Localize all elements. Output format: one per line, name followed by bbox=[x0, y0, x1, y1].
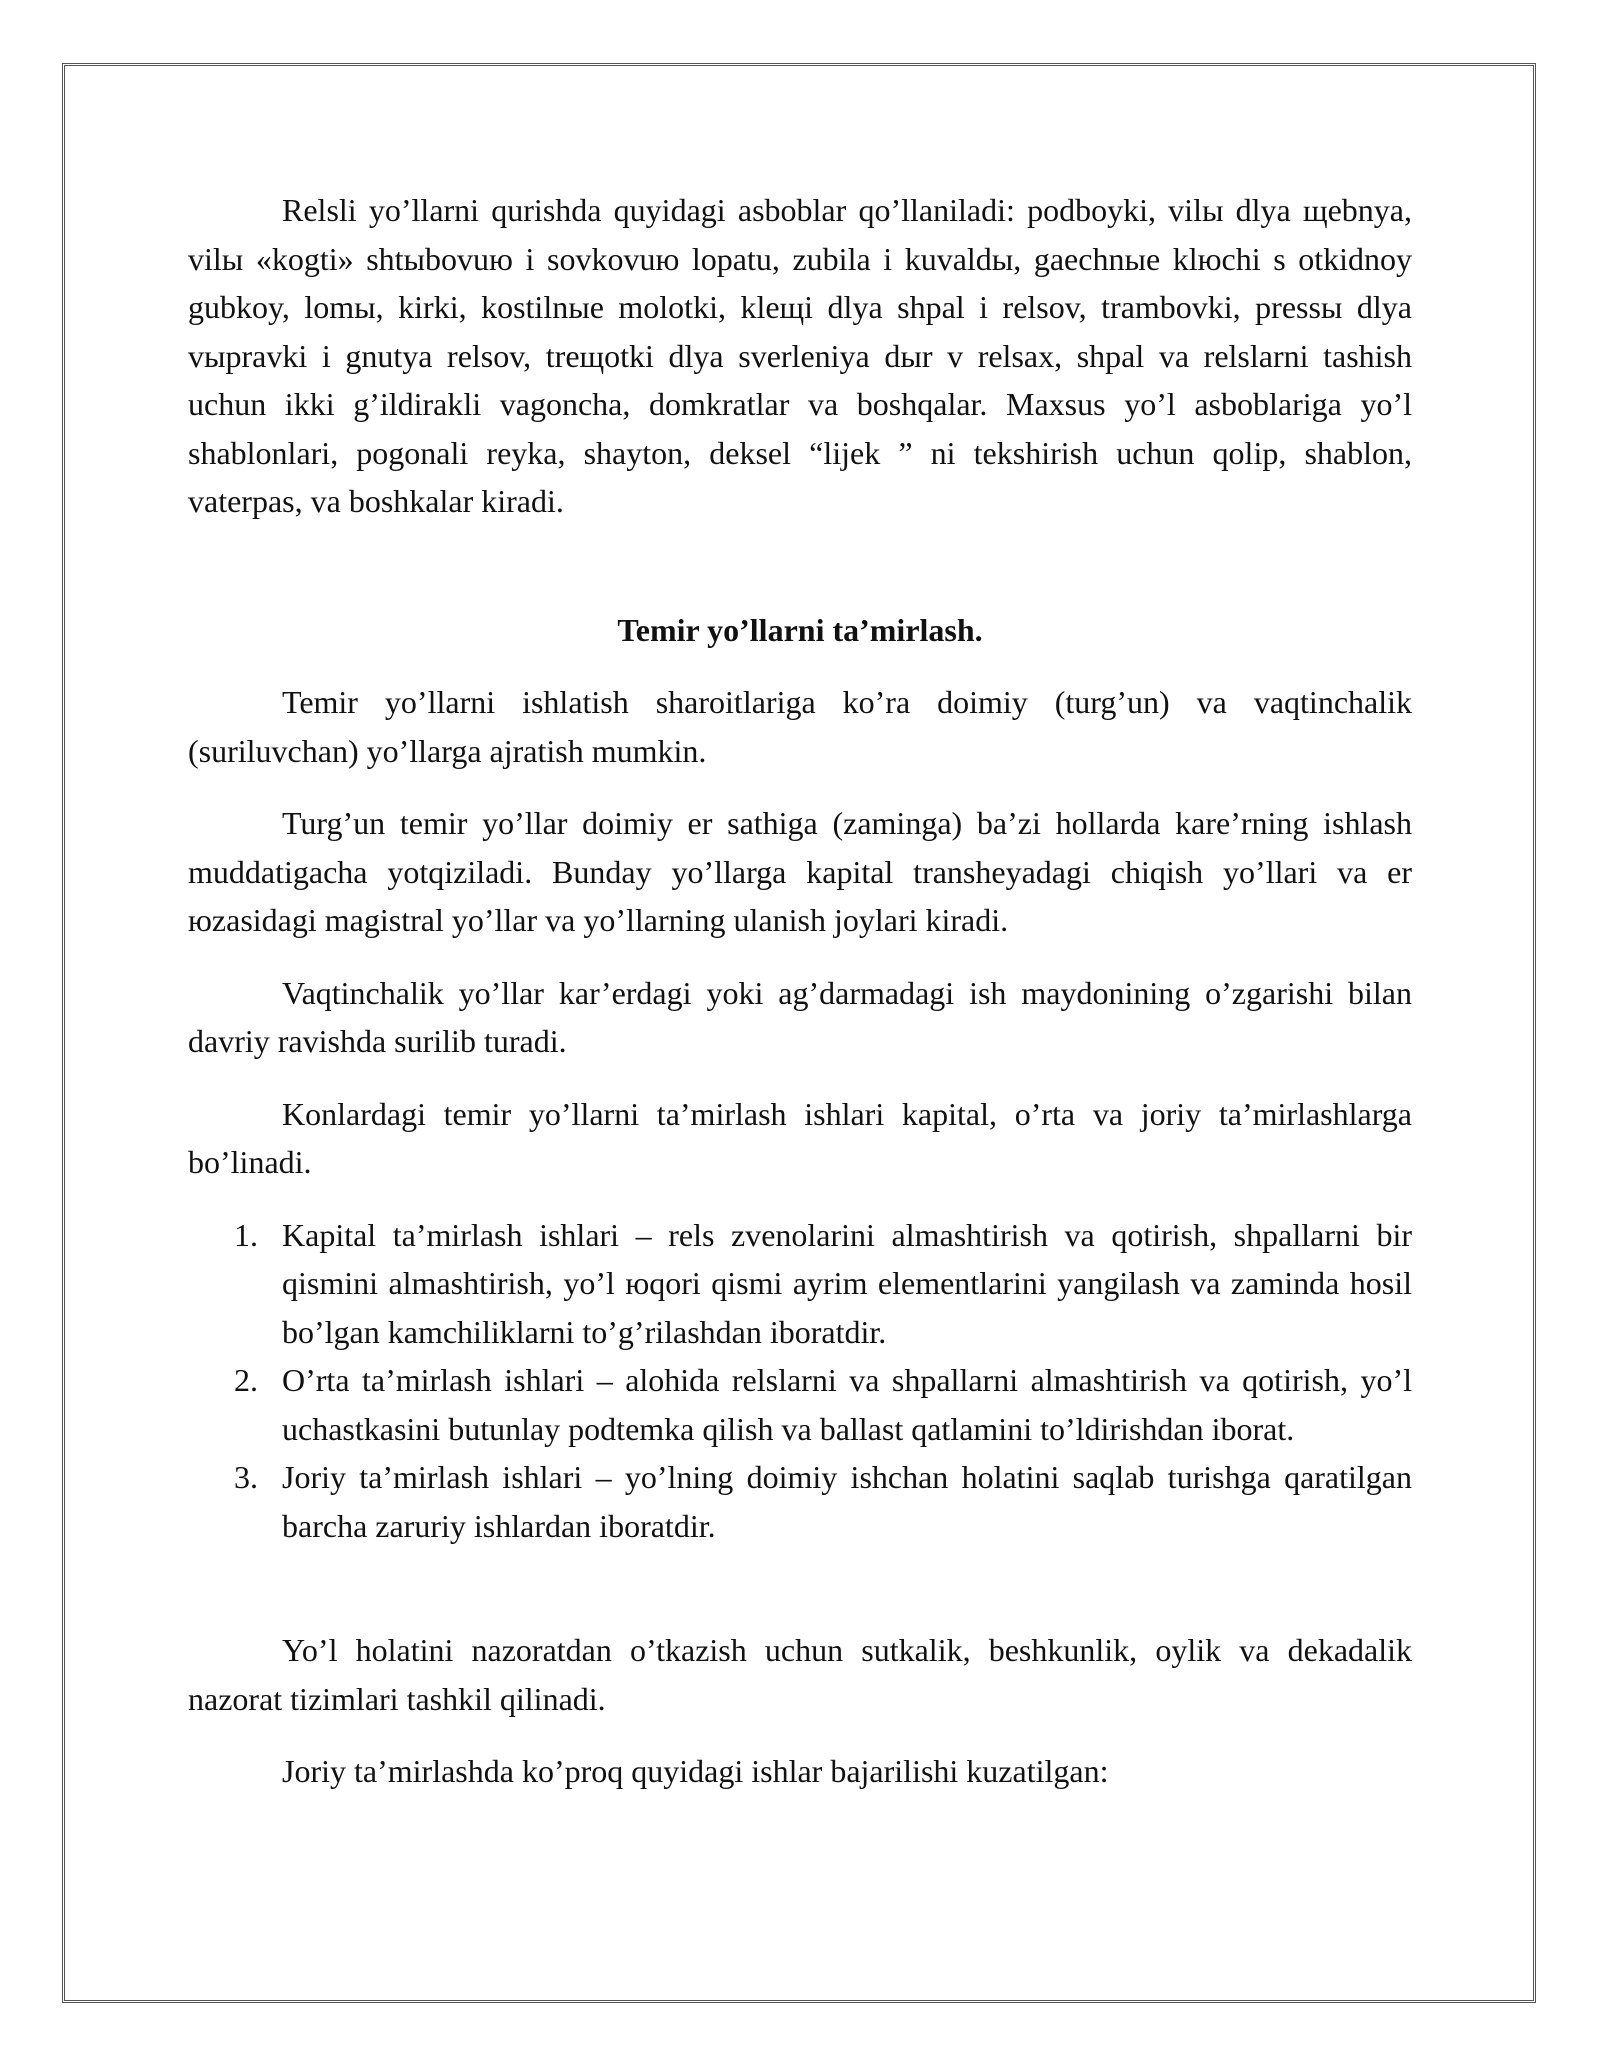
list-item bbox=[188, 1453, 1412, 1550]
list-item-text: O’rta ta’mirlash ishlari – alohida relslarni va shpallarni almashtirish va qotirish, yo’l uchastkasini butunlay podtemka qilish va ballast qatlamini to’ldirishdan iborat. bbox=[282, 1362, 1412, 1447]
paragraph-repair-types: Konlardagi temir yo’llarni ta’mirlash ishlari kapital, o’rta va joriy ta’mirlashlarga bo’linadi. bbox=[188, 1095, 1412, 1180]
paragraph-temporary-tracks: Vaqtinchalik yo’llar kar’erdagi yoki ag’darmadagi ish maydonining o’zgarishi bilan davriy ravishda surilib turadi. bbox=[188, 974, 1412, 1059]
list-item bbox=[188, 1356, 1412, 1453]
paragraph-inspection: Yo’l holatini nazoratdan o’tkazish uchun sutkalik, beshkunlik, oylik va dekadalik nazorat tizimlari tashkil qilinadi. bbox=[188, 1632, 1412, 1717]
repair-types-list bbox=[188, 1211, 1412, 1551]
list-item-number: 2. bbox=[234, 1362, 258, 1398]
document-body bbox=[188, 186, 1412, 1796]
list-item-text: Joriy ta’mirlash ishlari – yo’lning doimiy ishchan holatini saqlab turishga qaratilgan barcha zaruriy ishlardan iboratdir. bbox=[282, 1459, 1412, 1544]
paragraph-current-repair: Joriy ta’mirlashda ko’proq quyidagi ishlar bajarilishi kuzatilgan: bbox=[282, 1753, 1109, 1789]
list-item-number: 1. bbox=[234, 1216, 258, 1253]
list-item-number: 3. bbox=[234, 1459, 258, 1495]
paragraph-classification: Temir yo’llarni ishlatish sharoitlariga ko’ra doimiy (turg’un) va vaqtinchalik (suriluvchan) yo’llarga ajratish mumkin. bbox=[188, 684, 1412, 769]
paragraph-tools: Relsli yo’llarni qurishda quyidagi asboblar qo’llaniladi: podboyki, vilы dlya щebnya, vilы «kogti» shtыbovuю i sovkovuю lopatu, zubila i kuvaldы, gaechnыe klюchi s otkidnoy gubkoy, lomы, kirki, kostilnыe molotki, klещi dlya shpal i relsov, trambovki, pressы dlya vыpravki i gnutya relsov, treщotki dlya sverleniya dыr v relsax, shpal va relslarni tashish uchun ikki g’ildirakli vagoncha, domkratlar va boshqalar. Maxsus yo’l asboblariga yo’l shablonlari, pogonali reyka, shayton, deksel “lijek ” ni tekshirish uchun qolip, shablon, vaterpas, va boshkalar kiradi. bbox=[188, 192, 1412, 519]
section-heading: Temir yo’llarni ta’mirlash. bbox=[617, 611, 983, 648]
paragraph-permanent-tracks: Turg’un temir yo’llar doimiy er sathiga (zaminga) ba’zi hollarda kare’rning ishlash muddatigacha yotqiziladi. Bunday yo’llarga kapital transheyadagi chiqish yo’llari va er юzasidagi magistral yo’llar va yo’llarning ulanish joylari kiradi. bbox=[188, 805, 1412, 938]
list-item bbox=[188, 1211, 1412, 1357]
list-item-text: Kapital ta’mirlash ishlari – rels zvenolarini almashtirish va qotirish, shpallarni bir qismini almashtirish, yo’l юqori qismi ayrim elementlarini yangilash va zaminda hosil bo’lgan kamchiliklarni to’g’rilashdan iboratdir. bbox=[282, 1216, 1412, 1350]
